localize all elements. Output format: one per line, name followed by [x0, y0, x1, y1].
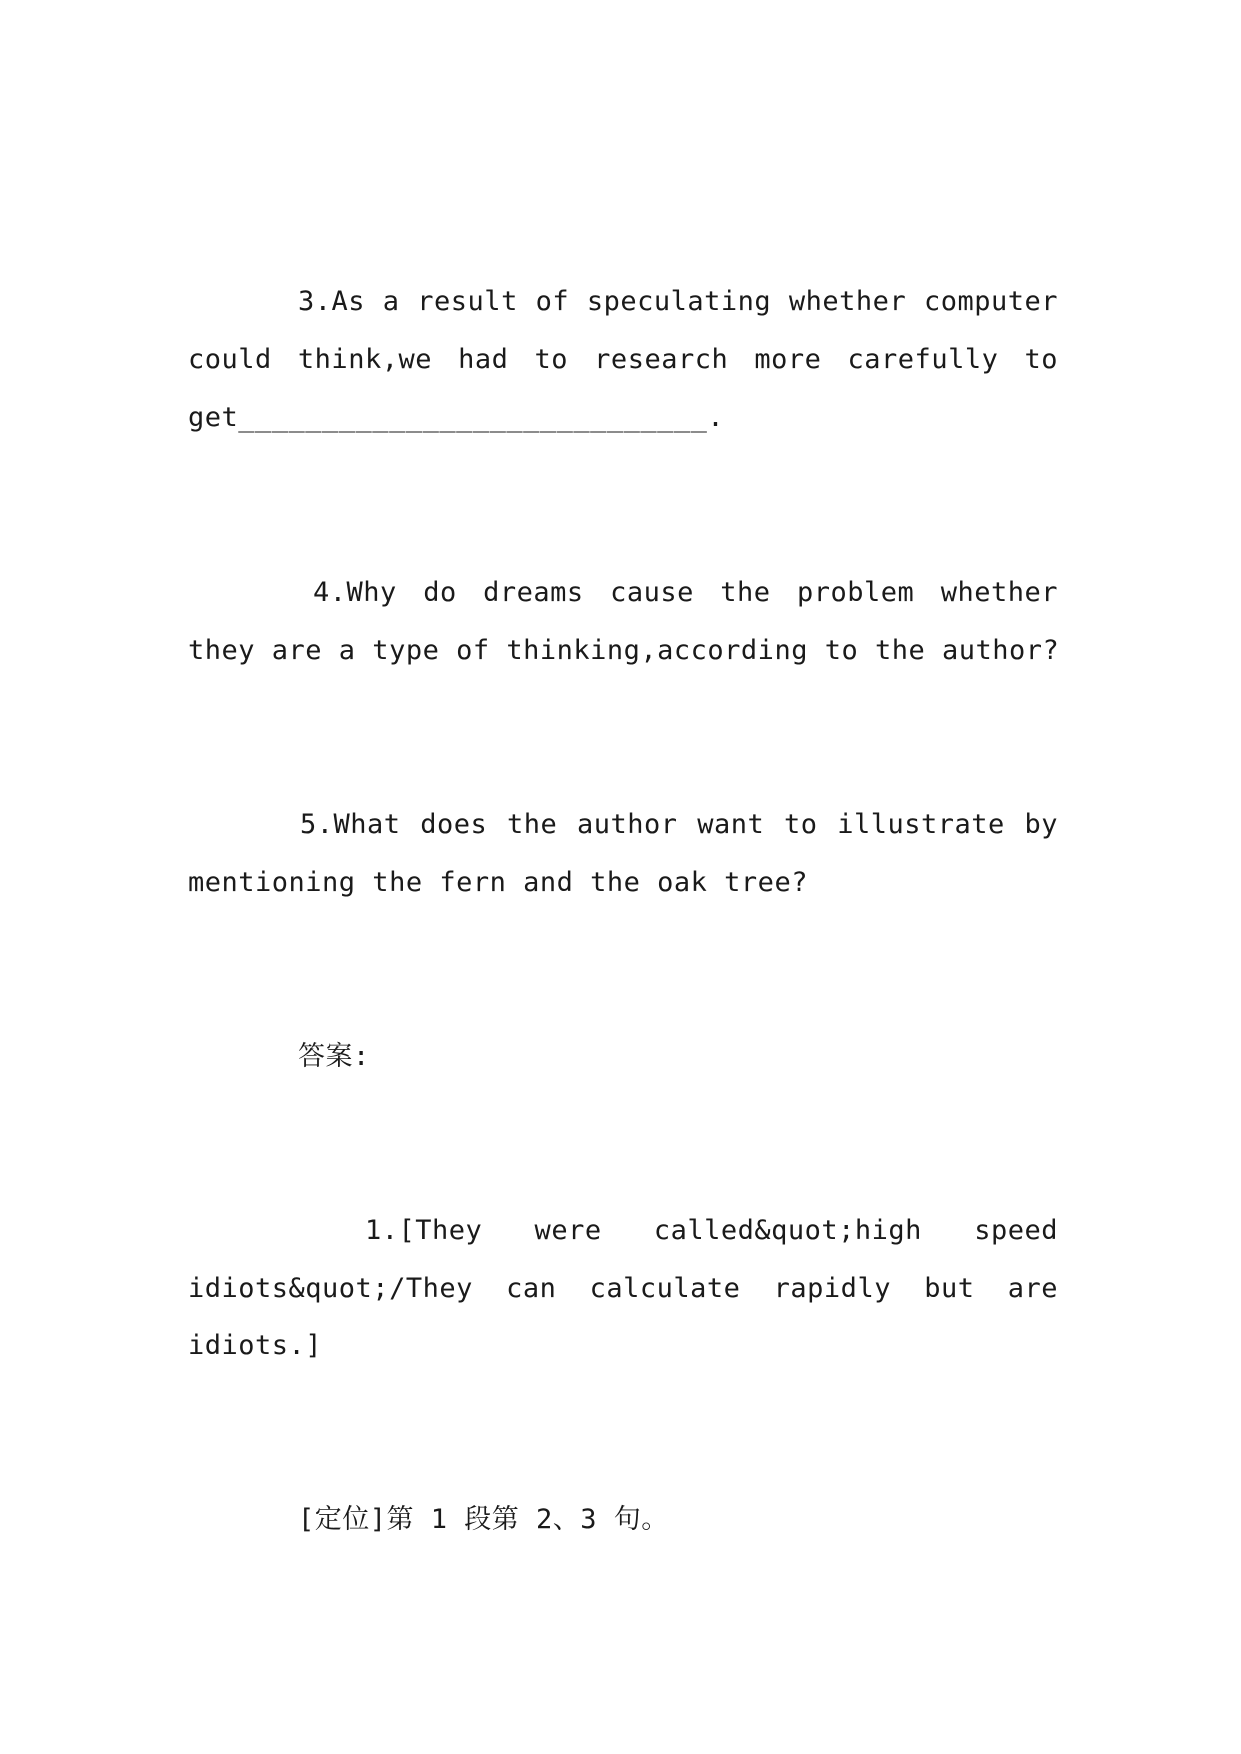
question-4-line-1: 4.Why do dreams cause the problem whether [313, 577, 1058, 608]
question-5-line-2: mentioning the fern and the oak tree? [188, 867, 808, 898]
question-5-line-1: 5.What does the author want to illustrate by [300, 809, 1058, 840]
question-3-line-2: could think,we had to research more carefully to [188, 344, 1058, 375]
answer-1-line-1: 1.[They were called&quot;high speed [365, 1215, 1058, 1246]
answer-1-line-3: idiots.] [188, 1330, 323, 1361]
answer-1-location: [定位]第 1 段第 2、3 句。 [298, 1504, 669, 1535]
answer-1-line-2: idiots&quot;/They can calculate rapidly but are [188, 1273, 1058, 1304]
question-3-line-1: 3.As a result of speculating whether computer [298, 286, 1058, 317]
question-4-line-2: they are a type of thinking,according to the author? [188, 635, 1060, 666]
question-3-line-3: get____________________________. [188, 402, 725, 433]
answers-heading: 答案: [298, 1041, 370, 1072]
